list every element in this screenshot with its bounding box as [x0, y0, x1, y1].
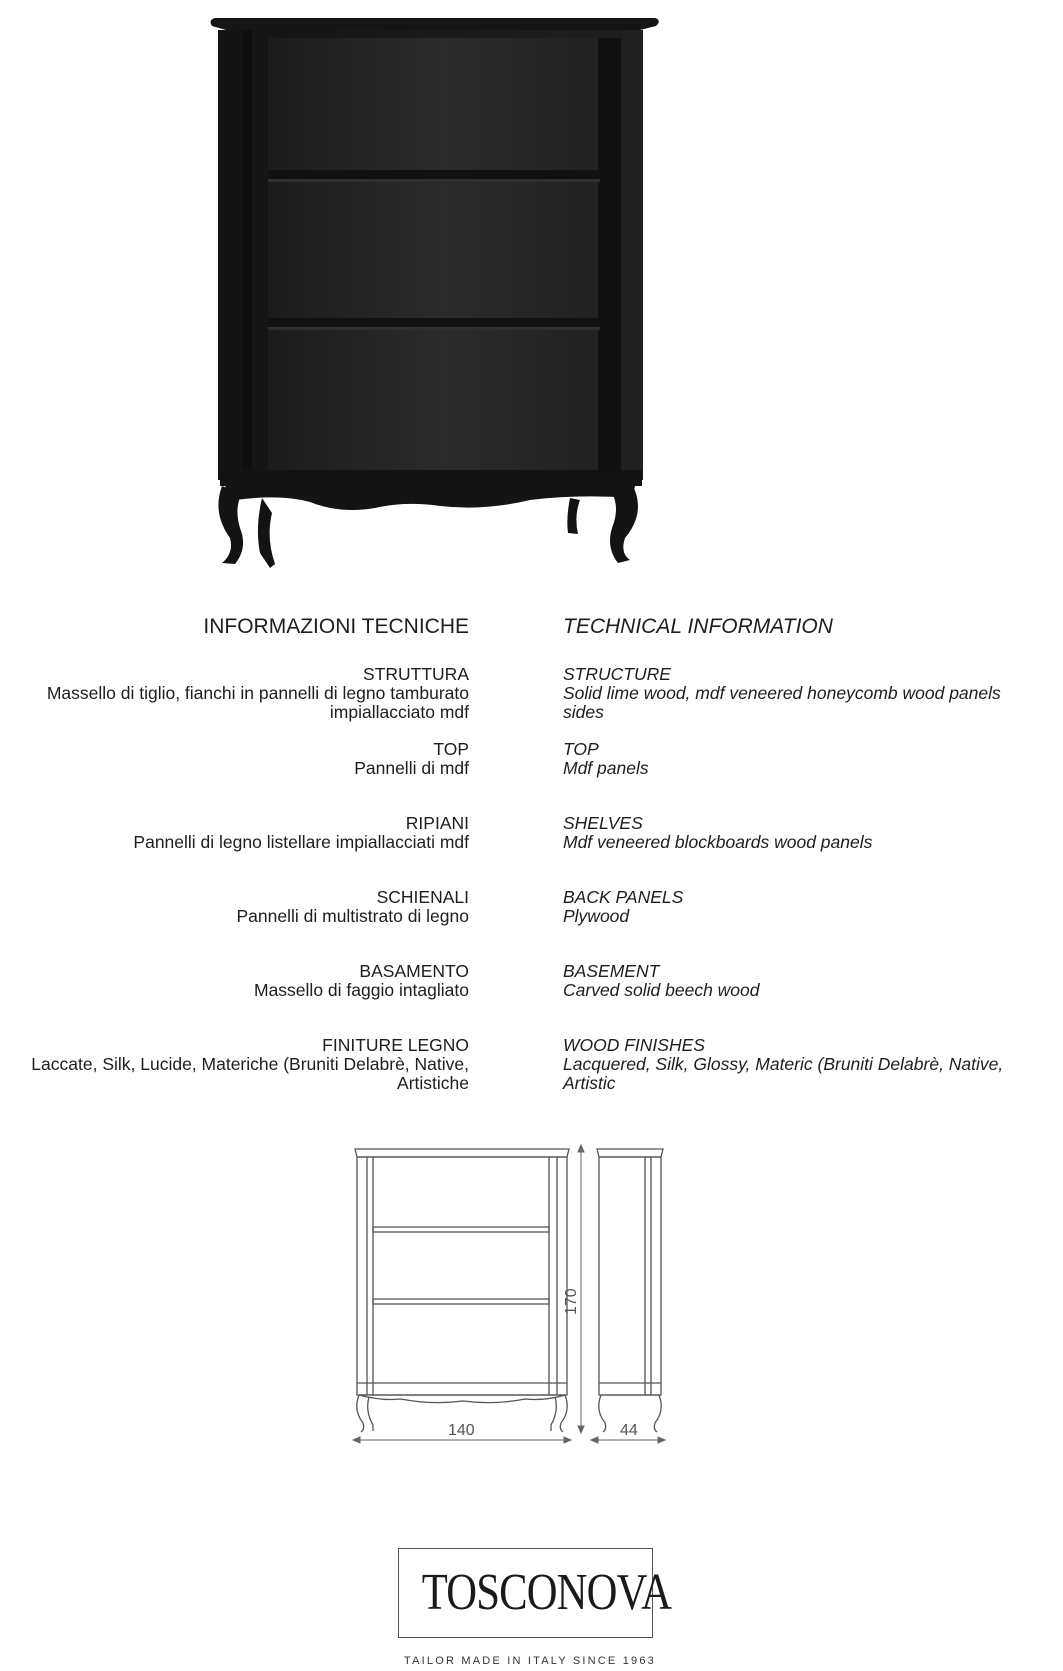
spec-text: Massello di tiglio, fianchi in pannelli di legno tamburato impiallacciato mdf — [46, 683, 469, 722]
spec-label: SHELVES — [563, 813, 643, 833]
spec-text: Laccate, Silk, Lucide, Materiche (Bruniti Delabrè, Native, Artistiche — [31, 1054, 469, 1093]
spec-text: Plywood — [563, 906, 630, 926]
spec-top-it — [9, 740, 469, 778]
spec-text: Mdf veneered blockboards wood panels — [563, 832, 873, 852]
spec-basement-it — [9, 962, 469, 1000]
depth-dimension: 44 — [620, 1422, 638, 1439]
spec-label: STRUCTURE — [563, 664, 671, 684]
spec-label: STRUTTURA — [363, 664, 469, 684]
specs-italian — [9, 0, 469, 1200]
spec-text: Mdf panels — [563, 758, 649, 778]
brand-logo — [398, 1548, 672, 1638]
brand-tagline: TAILOR MADE IN ITALY SINCE 1963 — [404, 1655, 656, 1667]
dimension-drawing — [345, 1135, 715, 1445]
spec-wood-finishes-en — [563, 1036, 1023, 1093]
heading-italian: INFORMAZIONI TECNICHE — [203, 615, 469, 638]
heading-english: TECHNICAL INFORMATION — [563, 615, 833, 638]
width-dimension: 140 — [448, 1422, 475, 1439]
spec-text: Pannelli di legno listellare impiallacciati mdf — [133, 832, 469, 852]
height-dimension: 170 — [563, 1288, 580, 1315]
spec-structure-it — [9, 665, 469, 722]
spec-label: TOP — [433, 739, 469, 759]
spec-text: Solid lime wood, mdf veneered honeycomb wood panels sides — [563, 683, 1001, 722]
spec-text: Pannelli di mdf — [354, 758, 469, 778]
spec-back-panels-it — [9, 888, 469, 926]
spec-structure-en — [563, 665, 1023, 722]
spec-shelves-en — [563, 814, 1023, 852]
spec-text: Pannelli di multistrato di legno — [236, 906, 469, 926]
brand-name: TOSCONOVA — [421, 1564, 672, 1621]
spec-text: Carved solid beech wood — [563, 980, 760, 1000]
spec-basement-en — [563, 962, 1023, 1000]
spec-back-panels-en — [563, 888, 1023, 926]
spec-label: TOP — [563, 739, 599, 759]
spec-wood-finishes-it — [9, 1036, 469, 1093]
spec-top-en — [563, 740, 1023, 778]
spec-shelves-it — [9, 814, 469, 852]
spec-label: BASEMENT — [563, 961, 660, 981]
spec-label: SCHIENALI — [376, 887, 469, 907]
spec-label: BASAMENTO — [359, 961, 469, 981]
spec-label: FINITURE LEGNO — [322, 1035, 469, 1055]
spec-label: RIPIANI — [405, 813, 469, 833]
spec-label: WOOD FINISHES — [563, 1035, 705, 1055]
spec-text: Lacquered, Silk, Glossy, Materic (Bruniti Delabrè, Native, Artistic — [563, 1054, 1004, 1093]
specs-english — [563, 0, 1043, 1200]
spec-text: Massello di faggio intagliato — [254, 980, 469, 1000]
spec-label: BACK PANELS — [563, 887, 684, 907]
